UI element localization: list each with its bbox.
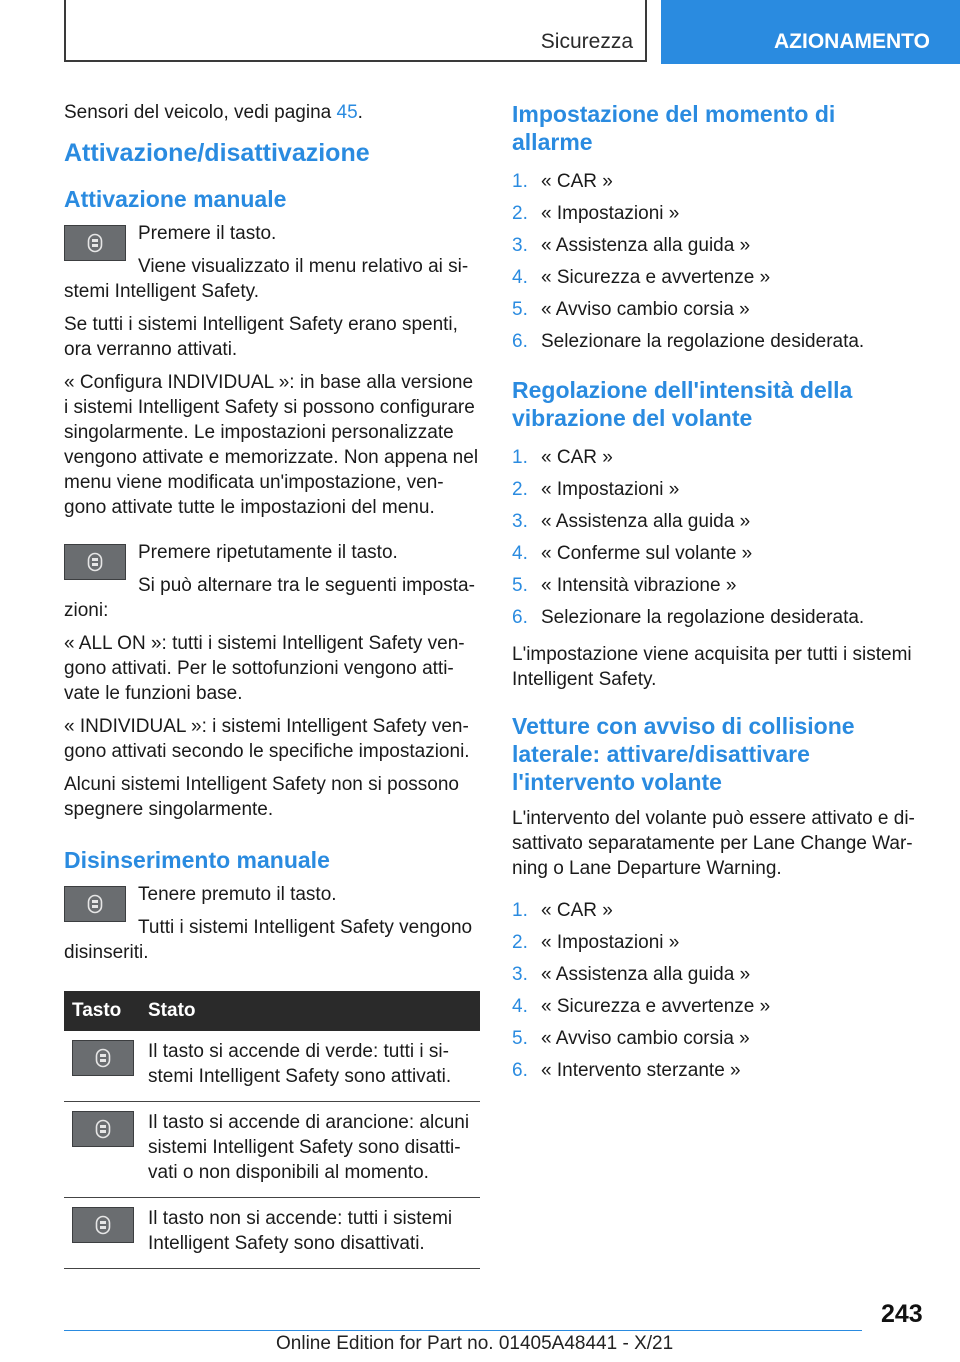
shield-car-icon (87, 894, 103, 914)
step-text: « Impostazioni » (541, 203, 680, 224)
intro-text: Sensori del veicolo, vedi pagina (64, 102, 337, 123)
step-text: « Assistenza alla guida » (541, 964, 751, 985)
step-number: 5. (512, 1028, 528, 1049)
list-item (512, 198, 917, 230)
list-item (512, 262, 917, 294)
table-row (64, 1102, 480, 1198)
header-section-title: Sicurezza (540, 30, 633, 53)
list-item (512, 506, 917, 538)
table-cell-key (64, 1031, 140, 1102)
table-header-button: Tasto (64, 991, 140, 1031)
press-repeatedly-text: Premere ripetutamente il tasto. (138, 542, 398, 563)
step-text: « CAR » (541, 447, 613, 468)
table-cell-key (64, 1198, 140, 1269)
header-chapter-tab (661, 0, 960, 64)
step-number: 5. (512, 575, 528, 596)
step-number: 4. (512, 543, 528, 564)
menu-shown-text: Viene visualizzato il menu relativo ai si-stemi Intelligent Safety. (64, 256, 469, 302)
intelligent-safety-button-icon (64, 225, 126, 261)
subheading-manual-activation: Attivazione manuale (64, 186, 287, 212)
intelligent-safety-button-icon (64, 544, 126, 580)
list-item (512, 570, 917, 602)
step-text: « Avviso cambio corsia » (541, 1028, 750, 1049)
subheading-side-collision: Vetture con avviso di collisione laterale: attivare/disattivare l'intervento volante (512, 713, 855, 795)
step-text: « Intensità vibrazione » (541, 575, 737, 596)
footer-edition: Online Edition for Part no. 01405A48441 - X/21 (276, 1333, 674, 1354)
table-row (64, 1031, 480, 1102)
header-section-box (64, 0, 647, 62)
table-cell-status: Il tasto non si accende: tutti i sistemi Intelligent Safety sono disattivati. (140, 1198, 480, 1269)
subheading-manual-deactivation: Disinserimento manuale (64, 847, 330, 873)
list-item (512, 442, 917, 474)
footer-divider (64, 1330, 862, 1331)
shield-car-icon (87, 552, 103, 572)
intro-end: . (357, 102, 363, 123)
step-text: « Impostazioni » (541, 479, 680, 500)
step-number: 1. (512, 900, 528, 921)
table-row (64, 1198, 480, 1269)
step-text: Selezionare la regolazione desiderata. (541, 331, 865, 352)
step-number: 6. (512, 1060, 528, 1081)
press-button-text: Premere il tasto. (138, 223, 277, 244)
all-on-paragraph: « ALL ON »: tutti i sistemi Intelligent Safety ven-gono attivati. Per le sottofunzioni vengono atti-vate le funzioni base. (64, 633, 465, 704)
shield-car-icon (87, 233, 103, 253)
list-item (512, 991, 917, 1023)
list-item (512, 1055, 917, 1087)
collision-steps-list (512, 895, 917, 1087)
step-text: « Impostazioni » (541, 932, 680, 953)
list-item (512, 166, 917, 198)
list-item (512, 326, 917, 358)
page-link[interactable]: 45 (336, 102, 358, 123)
list-item (512, 602, 917, 634)
vibration-steps-list (512, 442, 917, 634)
left-column (64, 100, 480, 1269)
step-text: « Avviso cambio corsia » (541, 299, 750, 320)
step-number: 4. (512, 996, 528, 1017)
list-item (512, 474, 917, 506)
intelligent-safety-button-icon (64, 886, 126, 922)
list-item (512, 294, 917, 326)
vibration-note: L'impostazione viene acquisita per tutti i sistemi Intelligent Safety. (512, 644, 912, 690)
step-text: « Conferme sul volante » (541, 543, 753, 564)
step-number: 3. (512, 964, 528, 985)
step-text: « Sicurezza e avvertenze » (541, 996, 771, 1017)
intelligent-safety-button-icon (72, 1040, 134, 1076)
list-item (512, 959, 917, 991)
step-text: « Assistenza alla guida » (541, 235, 751, 256)
list-item (512, 230, 917, 262)
list-item (512, 927, 917, 959)
alternate-settings-text: Si può alternare tra le seguenti imposta-zioni: (64, 575, 475, 621)
step-text: « Assistenza alla guida » (541, 511, 751, 532)
right-column (512, 100, 917, 1095)
intelligent-safety-button-icon (72, 1111, 134, 1147)
table-header-status: Stato (140, 991, 480, 1031)
step-number: 3. (512, 235, 528, 256)
individual-paragraph: « INDIVIDUAL »: i sistemi Intelligent Safety ven-gono attivati secondo le specifiche impostazioni. (64, 716, 470, 762)
section-heading-activation: Attivazione/disattivazione (64, 139, 370, 167)
intelligent-safety-button-icon (72, 1207, 134, 1243)
step-text: « CAR » (541, 171, 613, 192)
alarm-steps-list (512, 166, 917, 358)
activation-paragraph-2: « Configura INDIVIDUAL »: in base alla versione i sistemi Intelligent Safety si possono configurare singolarmente. Le impostazioni personalizzate vengono attivate e memorizzate. Non appena nel menu viene modificata un'impostazione, ven-gono attivate tutte le impostazioni del menu. (64, 372, 479, 518)
step-text: « Intervento sterzante » (541, 1060, 741, 1081)
table-cell-key (64, 1102, 140, 1198)
list-item (512, 538, 917, 570)
step-number: 2. (512, 203, 528, 224)
list-item (512, 895, 917, 927)
shield-car-icon (95, 1119, 111, 1139)
step-number: 4. (512, 267, 528, 288)
step-text: « CAR » (541, 900, 613, 921)
step-number: 6. (512, 607, 528, 628)
subheading-vibration-intensity: Regolazione dell'intensità della vibrazione del volante (512, 377, 853, 431)
step-text: Selezionare la regolazione desiderata. (541, 607, 865, 628)
step-number: 3. (512, 511, 528, 532)
button-status-table (64, 991, 480, 1269)
step-number: 5. (512, 299, 528, 320)
systems-disabled-text: Tutti i sistemi Intelligent Safety vengono disinseriti. (64, 917, 473, 963)
cannot-disable-paragraph: Alcuni sistemi Intelligent Safety non si possono spegnere singolarmente. (64, 774, 459, 820)
hold-button-text: Tenere premuto il tasto. (138, 884, 337, 905)
intro-paragraph (64, 100, 480, 125)
step-number: 2. (512, 479, 528, 500)
shield-car-icon (95, 1048, 111, 1068)
page-number: 243 (881, 1300, 923, 1328)
header-chapter-title: AZIONAMENTO (774, 30, 930, 53)
activation-paragraph-1: Se tutti i sistemi Intelligent Safety erano spenti, ora verranno attivati. (64, 314, 458, 360)
step-number: 1. (512, 171, 528, 192)
step-number: 2. (512, 932, 528, 953)
steering-intervention-text: L'intervento del volante può essere attivato e di-sattivato separatamente per Lane Change War-ning o Lane Departure Warning. (512, 808, 915, 879)
step-number: 1. (512, 447, 528, 468)
table-header-row (64, 991, 480, 1031)
shield-car-icon (95, 1215, 111, 1235)
step-number: 6. (512, 331, 528, 352)
table-cell-status: Il tasto si accende di verde: tutti i si-stemi Intelligent Safety sono attivati. (140, 1031, 480, 1102)
step-text: « Sicurezza e avvertenze » (541, 267, 771, 288)
table-cell-status: Il tasto si accende di arancione: alcuni sistemi Intelligent Safety sono disatti-vati o non disponibili al momento. (140, 1102, 480, 1198)
subheading-alarm-timing: Impostazione del momento di allarme (512, 101, 836, 155)
list-item (512, 1023, 917, 1055)
